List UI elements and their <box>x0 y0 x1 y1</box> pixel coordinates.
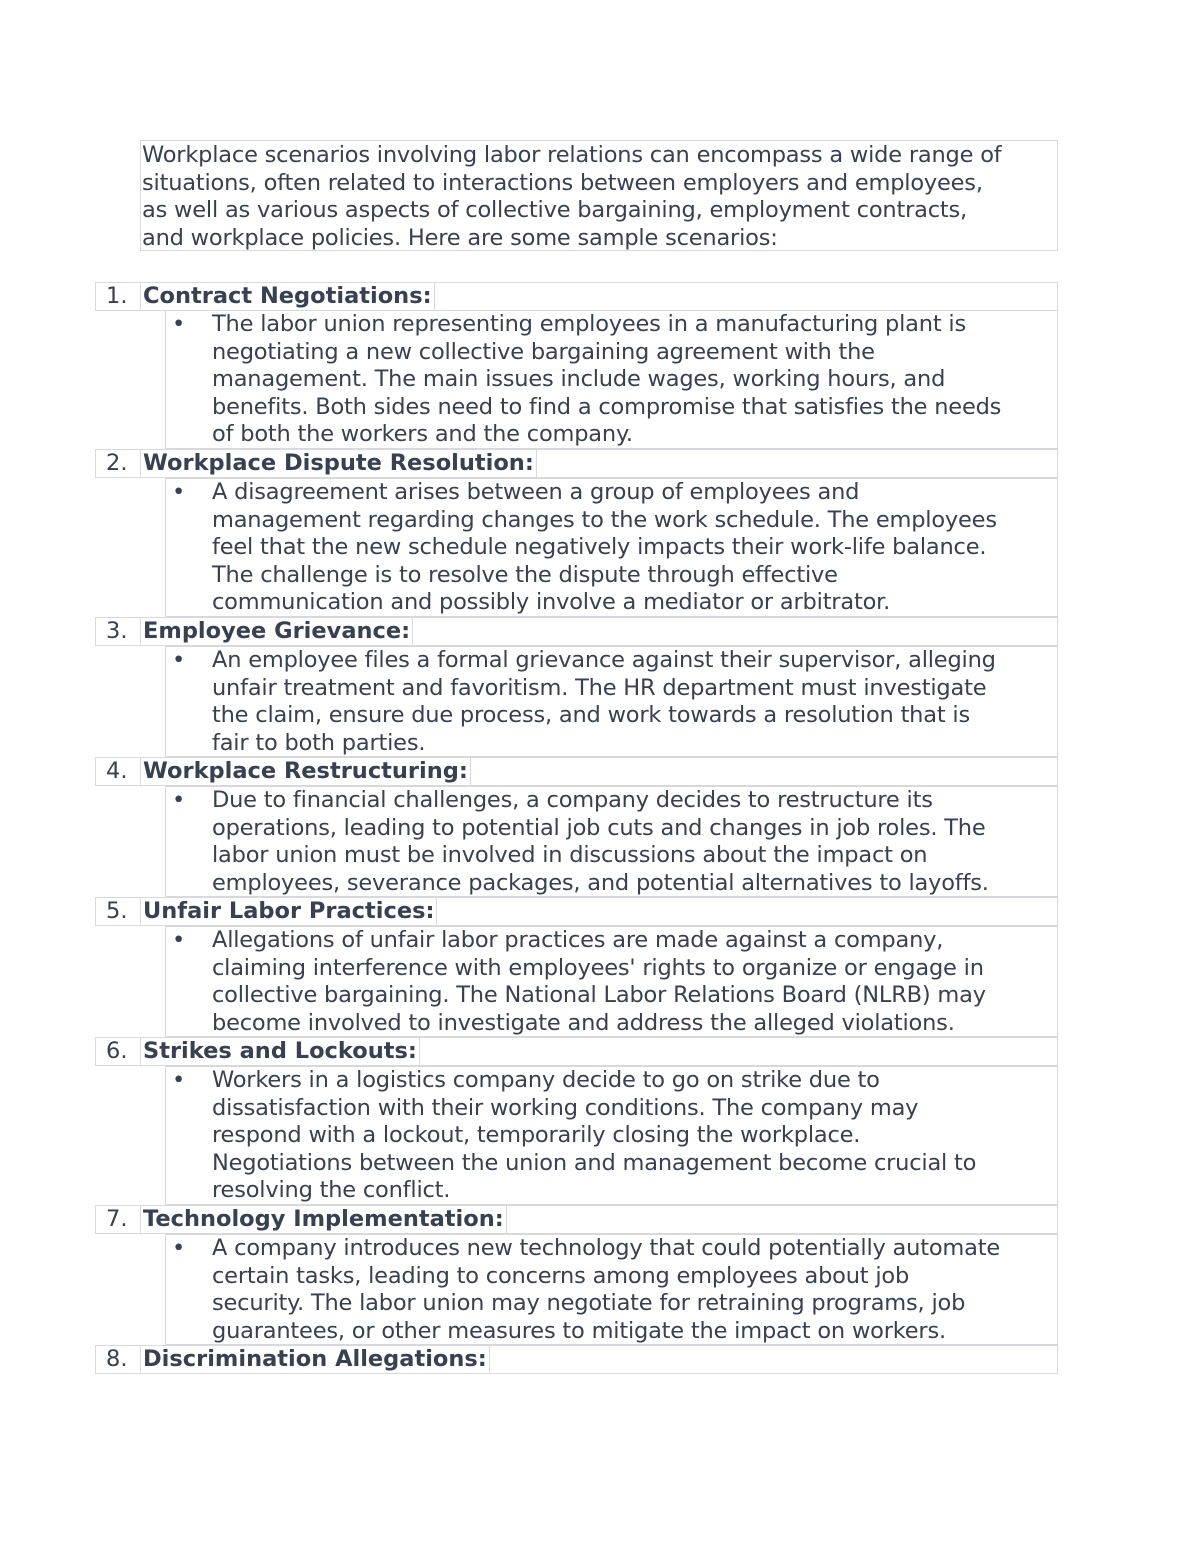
scenario-heading-row <box>95 449 1058 478</box>
scenario-heading-row <box>95 897 1058 926</box>
scenario-title: Unfair Labor Practices: <box>140 897 437 926</box>
scenario-heading-row <box>95 282 1058 311</box>
scenario-number: 2. <box>106 450 128 476</box>
scenario-description: A disagreement arises between a group of employees and management regarding changes to the work schedule. The employees feel that the new schedule negatively impacts their work-life balance. The challenge is to resolve the dispute through effective communication and possibly involve a mediator or arbitrator. <box>212 479 997 615</box>
scenario-number: 7. <box>106 1206 128 1232</box>
scenario-description: An employee files a formal grievance against their supervisor, alleging unfair treatment and favoritism. The HR department must investigate the claim, ensure due process, and work towards a resolution that is fair to both parties. <box>212 647 996 756</box>
scenario-title: Discrimination Allegations: <box>140 1345 490 1374</box>
scenario-description: The labor union representing employees in a manufacturing plant is negotiating a new collective bargaining agreement with the management. The main issues include wages, working hours, and benefits. Both sides need to find a compromise that satisfies the needs of both the workers and the company. <box>212 311 1002 447</box>
scenario-title: Technology Implementation: <box>140 1205 507 1234</box>
scenario-heading-row <box>95 1345 1058 1374</box>
scenario-title: Strikes and Lockouts: <box>140 1037 420 1066</box>
scenario-description-row <box>165 926 1058 1037</box>
bullet-marker: • <box>172 479 186 505</box>
intro-paragraph: Workplace scenarios involving labor relations can encompass a wide range of situations, often related to interactions between employers and employees, as well as various aspects of collective bargaining, employment contracts, and workplace policies. Here are some sample scenarios: <box>140 140 1058 251</box>
scenario-description: A company introduces new technology that could potentially automate certain tasks, leading to concerns among employees about job security. The labor union may negotiate for retraining programs, job guarantees, or other measures to mitigate the impact on workers. <box>212 1235 1000 1344</box>
scenario-description-row <box>165 1066 1058 1205</box>
scenario-description: Workers in a logistics company decide to go on strike due to dissatisfaction with their working conditions. The company may respond with a lockout, temporarily closing the workplace. Negotiations between the union and management become crucial to resolving the conflict. <box>212 1067 977 1203</box>
scenario-heading-row <box>95 757 1058 786</box>
scenario-title: Workplace Restructuring: <box>140 757 471 786</box>
scenario-number: 3. <box>106 618 128 644</box>
bullet-marker: • <box>172 927 186 953</box>
scenario-title: Contract Negotiations: <box>140 282 435 311</box>
bullet-marker: • <box>172 1067 186 1093</box>
bullet-marker: • <box>172 647 186 673</box>
scenario-description-row <box>165 478 1058 617</box>
scenario-description-row <box>165 1234 1058 1345</box>
scenario-heading-row <box>95 1205 1058 1234</box>
scenario-number: 8. <box>106 1346 128 1372</box>
scenario-number: 5. <box>106 898 128 924</box>
scenario-description: Allegations of unfair labor practices are made against a company, claiming interference with employees' rights to organize or engage in collective bargaining. The National Labor Relations Board (NLRB) may become involved to investigate and address the alleged violations. <box>212 927 986 1036</box>
scenario-description: Due to financial challenges, a company decides to restructure its operations, leading to potential job cuts and changes in job roles. The labor union must be involved in discussions about the impact on employees, severance packages, and potential alternatives to layoffs. <box>212 787 989 896</box>
scenario-number: 4. <box>106 758 128 784</box>
scenario-number: 1. <box>106 283 128 309</box>
scenario-heading-row <box>95 1037 1058 1066</box>
bullet-marker: • <box>172 787 186 813</box>
scenario-title: Workplace Dispute Resolution: <box>140 449 537 478</box>
scenario-description-row <box>165 786 1058 897</box>
scenario-title: Employee Grievance: <box>140 617 413 646</box>
scenario-number: 6. <box>106 1038 128 1064</box>
scenario-description-row <box>165 310 1058 449</box>
bullet-marker: • <box>172 311 186 337</box>
scenario-heading-row <box>95 617 1058 646</box>
bullet-marker: • <box>172 1235 186 1261</box>
scenario-description-row <box>165 646 1058 757</box>
